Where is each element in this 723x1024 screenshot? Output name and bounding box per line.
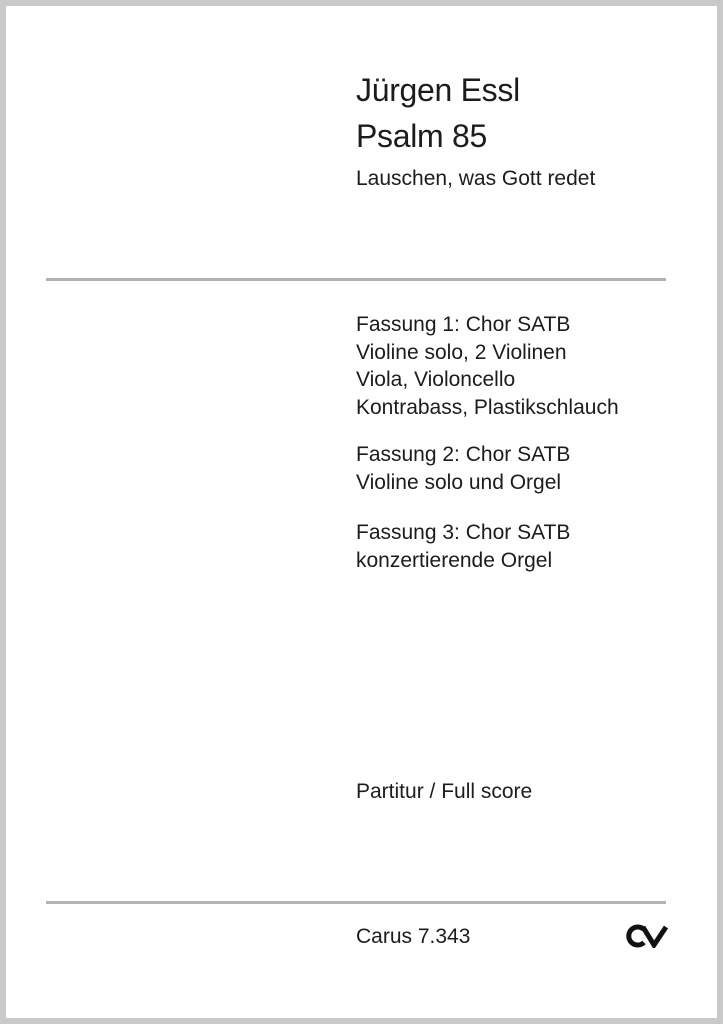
carus-logo-icon xyxy=(626,924,668,948)
version-1-line-1: Fassung 1: Chor SATB xyxy=(356,313,571,336)
version-block-1 xyxy=(356,311,619,421)
version-3-line-1: Fassung 3: Chor SATB xyxy=(356,521,571,544)
version-1-line-2: Violine solo, 2 Violinen xyxy=(356,340,567,364)
work-title: Psalm 85 xyxy=(356,118,487,154)
version-block-3 xyxy=(356,519,570,574)
composer-name: Jürgen Essl xyxy=(356,72,520,108)
work-subtitle: Lauschen, was Gott redet xyxy=(356,167,596,190)
top-divider xyxy=(46,278,666,281)
score-type-label: Partitur / Full score xyxy=(356,780,533,803)
version-1-line-4: Kontrabass, Plastikschlauch xyxy=(356,395,619,419)
version-block-2 xyxy=(356,441,570,496)
version-1-line-3: Viola, Violoncello xyxy=(356,368,516,391)
version-2-line-1: Fassung 2: Chor SATB xyxy=(356,443,571,466)
version-3-line-2: konzertierende Orgel xyxy=(356,548,553,572)
version-2-line-2: Violine solo und Orgel xyxy=(356,470,562,494)
catalog-number: Carus 7.343 xyxy=(356,925,471,948)
bottom-divider xyxy=(46,901,666,904)
